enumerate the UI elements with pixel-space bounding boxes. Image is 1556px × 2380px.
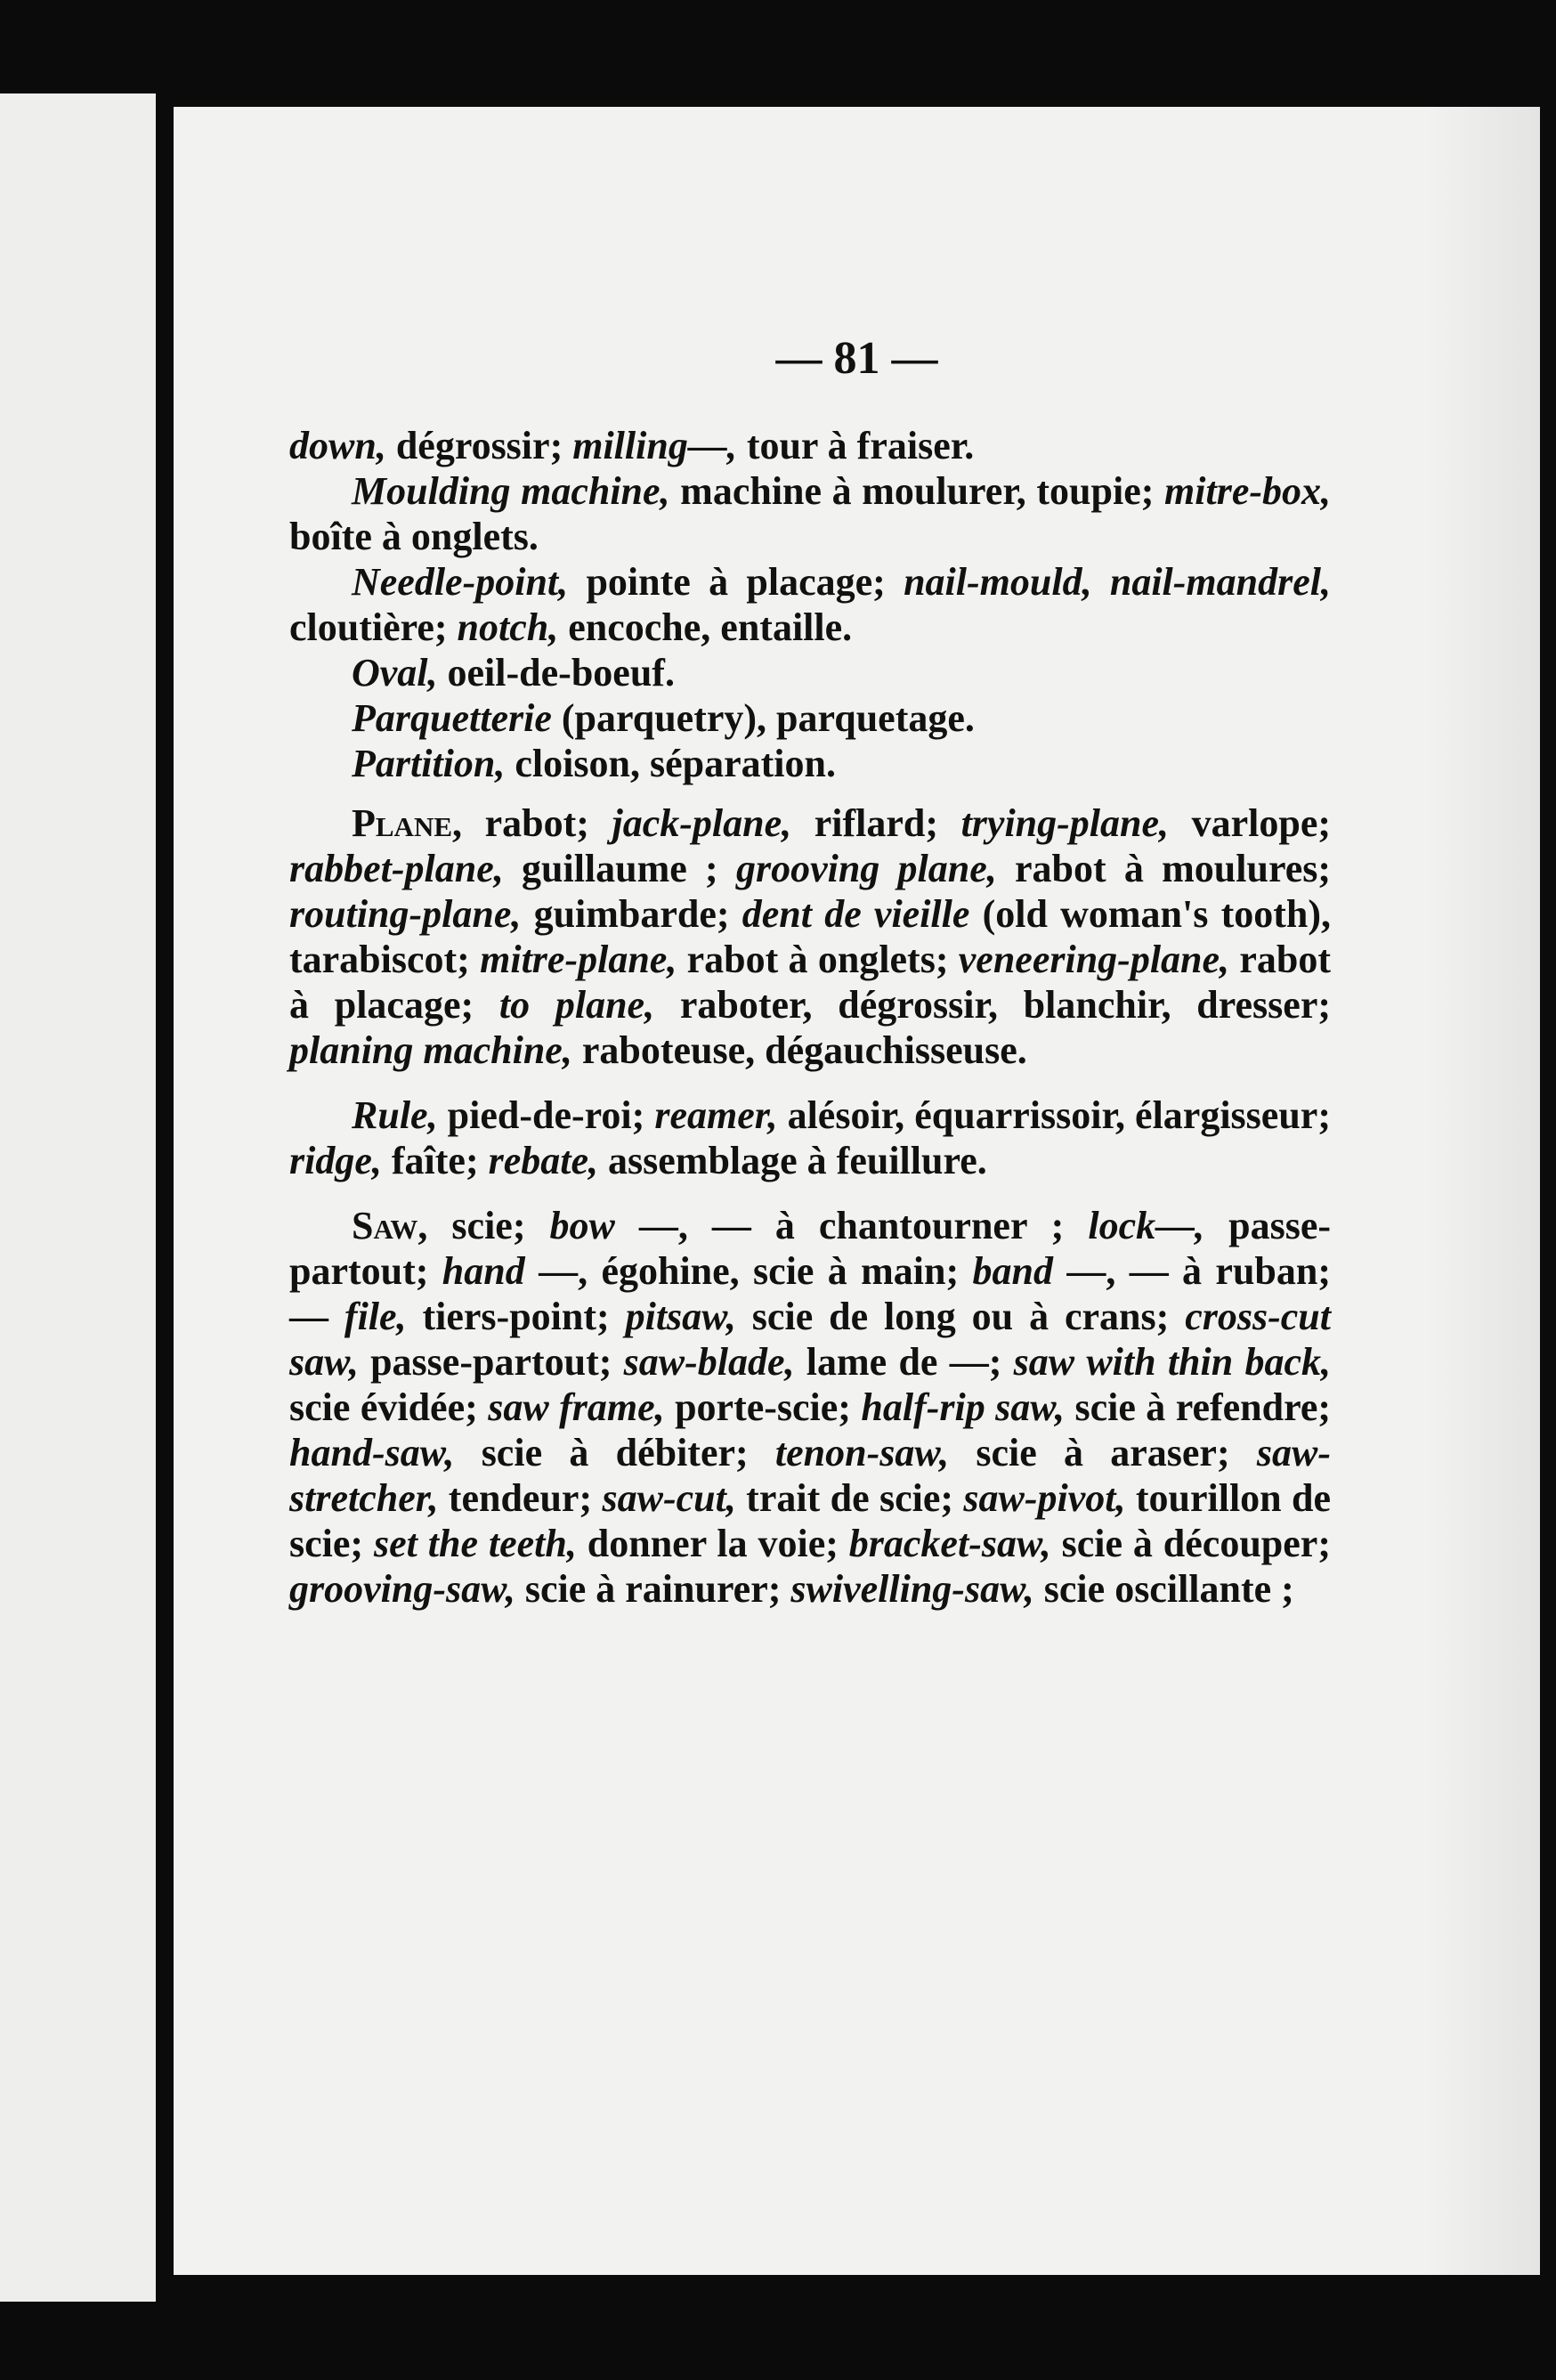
french-translation: passe-partout; bbox=[358, 1340, 624, 1384]
english-term: swivelling-saw, bbox=[790, 1567, 1034, 1611]
english-term: dent de vieille bbox=[742, 892, 970, 936]
french-translation: scie à rainurer; bbox=[515, 1567, 791, 1611]
headword: Saw, bbox=[352, 1204, 428, 1247]
english-term: saw-stretcher, bbox=[289, 1431, 1331, 1520]
facing-page-edge bbox=[0, 93, 156, 2302]
french-translation: tour à fraiser. bbox=[736, 424, 975, 467]
english-term: jack-plane, bbox=[612, 801, 792, 845]
glossary-entry bbox=[289, 650, 1331, 695]
glossary-entry bbox=[289, 800, 1331, 1073]
french-translation: varlope; bbox=[1169, 801, 1331, 845]
english-term: grooving-saw, bbox=[289, 1567, 515, 1611]
french-translation: scie à découper; bbox=[1050, 1522, 1331, 1565]
french-translation: guillaume ; bbox=[503, 847, 736, 890]
french-translation: assemblage à feuillure. bbox=[598, 1139, 987, 1182]
english-term: saw frame, bbox=[488, 1385, 665, 1429]
french-translation: guimbarde; bbox=[521, 892, 742, 936]
english-term: half-rip saw, bbox=[861, 1385, 1066, 1429]
english-term: mitre-plane, bbox=[480, 938, 677, 981]
english-term: saw-blade, bbox=[623, 1340, 795, 1384]
french-translation: scie évidée; bbox=[289, 1385, 489, 1429]
french-translation: scie; bbox=[427, 1204, 550, 1247]
english-term: file, bbox=[344, 1295, 407, 1338]
french-translation: cloutière; bbox=[289, 605, 458, 649]
french-translation: tendeur; bbox=[438, 1476, 603, 1520]
glossary-entry bbox=[289, 468, 1331, 559]
english-term: rebate, bbox=[488, 1139, 599, 1182]
english-term: down, bbox=[289, 424, 386, 467]
english-term: cross-cut saw, bbox=[289, 1295, 1331, 1384]
french-translation: tourillon de scie; bbox=[289, 1476, 1331, 1565]
english-term: saw-pivot, bbox=[963, 1476, 1126, 1520]
glossary-entry bbox=[289, 559, 1331, 650]
french-translation: (old woman's tooth), tarabiscot; bbox=[289, 892, 1331, 981]
english-term: Parquetterie bbox=[352, 696, 552, 740]
french-translation: rabot à onglets; bbox=[677, 938, 959, 981]
french-translation: cloison, séparation. bbox=[505, 742, 836, 785]
english-term: reamer, bbox=[654, 1093, 778, 1137]
page-number: — 81 — bbox=[775, 333, 938, 384]
english-term: Partition, bbox=[352, 742, 506, 785]
english-term: mitre-box, bbox=[1164, 469, 1331, 513]
french-translation: rabot à placage; bbox=[289, 938, 1331, 1027]
english-term: planing machine, bbox=[289, 1028, 572, 1072]
english-term: nail-mould, nail-mandrel, bbox=[904, 560, 1331, 604]
french-translation: pied-de-roi; bbox=[437, 1093, 655, 1137]
french-translation: pointe à placage; bbox=[568, 560, 904, 604]
glossary-entry bbox=[289, 423, 1331, 468]
french-translation: scie de long ou à crans; bbox=[735, 1295, 1186, 1338]
french-translation: encoche, entaille. bbox=[558, 605, 853, 649]
glossary-entry bbox=[289, 741, 1331, 786]
glossary-entry bbox=[289, 1203, 1331, 1612]
english-term: Moulding machine, bbox=[352, 469, 670, 513]
french-translation: passe-partout; bbox=[289, 1204, 1332, 1293]
english-term: to plane, bbox=[498, 983, 655, 1027]
french-translation: scie oscillante ; bbox=[1033, 1567, 1294, 1611]
french-translation: —, — à chantourner ; bbox=[614, 1204, 1089, 1247]
french-translation: trait de scie; bbox=[735, 1476, 964, 1520]
french-translation: boîte à onglets. bbox=[289, 515, 539, 558]
french-translation: rabot; bbox=[462, 801, 612, 845]
french-translation: faîte; bbox=[381, 1139, 489, 1182]
french-translation: oeil-de-boeuf. bbox=[437, 651, 675, 695]
english-term: lock—, bbox=[1088, 1204, 1205, 1247]
french-translation: machine à moulurer, toupie; bbox=[669, 469, 1165, 513]
french-translation: —, — à ruban; — bbox=[289, 1249, 1332, 1338]
glossary-entry bbox=[289, 1093, 1331, 1183]
english-term: saw with thin back, bbox=[1013, 1340, 1332, 1384]
french-translation: porte-scie; bbox=[664, 1385, 862, 1429]
french-translation: dégrossir; bbox=[385, 424, 573, 467]
french-translation: —, égohine, scie à main; bbox=[524, 1249, 973, 1293]
english-term: grooving plane, bbox=[735, 847, 997, 890]
french-translation: donner la voie; bbox=[576, 1522, 849, 1565]
english-term: Rule, bbox=[352, 1093, 438, 1137]
english-term: pitsaw, bbox=[625, 1295, 736, 1338]
english-term: Needle-point, bbox=[352, 560, 569, 604]
french-translation: scie à araser; bbox=[949, 1431, 1257, 1474]
french-translation: raboter, dégrossir, blanchir, dresser; bbox=[654, 983, 1331, 1027]
french-translation: lame de —; bbox=[794, 1340, 1014, 1384]
glossary-text bbox=[289, 423, 1331, 1612]
english-term: tenon-saw, bbox=[774, 1431, 950, 1474]
french-translation: alésoir, équarrissoir, élargisseur; bbox=[777, 1093, 1331, 1137]
french-translation: riflard; bbox=[791, 801, 961, 845]
french-translation: rabot à moulures; bbox=[996, 847, 1332, 890]
glossary-entry bbox=[289, 695, 1331, 741]
english-term: bow bbox=[549, 1204, 615, 1247]
english-term: hand-saw, bbox=[289, 1431, 455, 1474]
english-term: trying-plane, bbox=[960, 801, 1170, 845]
english-term: milling—, bbox=[572, 424, 737, 467]
book-page bbox=[174, 107, 1540, 2275]
english-term: veneering-plane, bbox=[958, 938, 1230, 981]
english-term: hand bbox=[442, 1249, 525, 1293]
english-term: saw-cut, bbox=[602, 1476, 736, 1520]
french-translation: (parquetry), parquetage. bbox=[551, 696, 975, 740]
english-term: ridge, bbox=[289, 1139, 382, 1182]
english-term: rabbet-plane, bbox=[289, 847, 504, 890]
english-term: notch, bbox=[457, 605, 559, 649]
english-term: bracket-saw, bbox=[848, 1522, 1051, 1565]
english-term: routing-plane, bbox=[289, 892, 522, 936]
french-translation: scie à refendre; bbox=[1065, 1385, 1332, 1429]
english-term: set the teeth, bbox=[373, 1522, 577, 1565]
french-translation: raboteuse, dégauchisseuse. bbox=[571, 1028, 1027, 1072]
french-translation: scie à débiter; bbox=[454, 1431, 775, 1474]
french-translation: tiers-point; bbox=[406, 1295, 626, 1338]
headword: Plane, bbox=[352, 801, 463, 845]
english-term: Oval, bbox=[352, 651, 438, 695]
english-term: band bbox=[972, 1249, 1053, 1293]
